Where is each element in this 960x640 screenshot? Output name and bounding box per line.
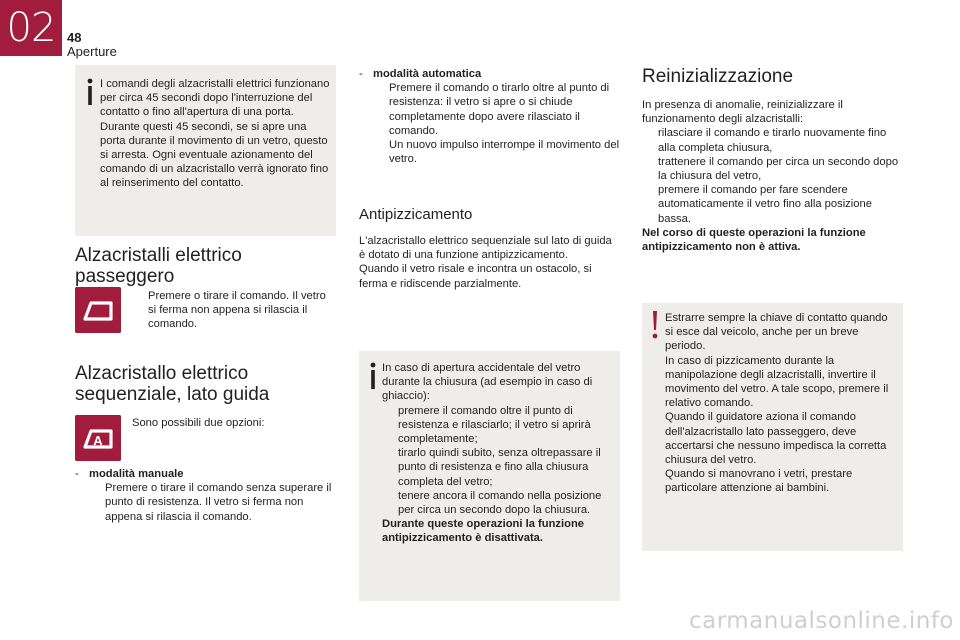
passenger-switch-icon [75, 287, 121, 333]
bullet-marker [373, 138, 389, 166]
reset-bold-note: Nel corso di queste operazioni la funzione antipizzicamento non è attiva. [642, 226, 866, 254]
manual-mode-text: Premere o tirare il comando senza superare il punto di resistenza. Il vetro si ferma non appena si rilascia il comando. [105, 482, 332, 523]
bullet-marker [642, 126, 658, 154]
section-title-antipinch: Antipizzicamento [359, 206, 473, 223]
bullet-text: Premere o tirare il comando. Il vetro si ferma non appena si rilascia il comando. [148, 290, 326, 331]
info-box-text: I comandi degli alzacristalli elettrici funzionano per circa 45 secondi dopo l'interruzione del contatto o fino all'apertura di una porta. Durante questi 45 secondi, se si apre una porta durante il movimento di un vetro, questo si arresta. Ogni eventuale azionamento del comando di un alzacristallo verrà ignorato fino al reinserimento del contatto. [100, 78, 330, 190]
options-intro: Sono possibili due opzioni: [132, 417, 265, 429]
antipinch-info-text [382, 361, 612, 546]
auto-mode [359, 67, 621, 166]
section-title-reset: Reinizializzazione [642, 66, 794, 87]
info-step: premere il comando oltre il punto di resistenza e rilasciarlo; il vetro si aprirà completamente; [398, 404, 591, 446]
antipinch-text: L'alzacristallo elettrico sequenziale sul lato di guida è dotato di una funzione antipizzicamento. [359, 235, 612, 262]
bullet-marker [642, 155, 658, 183]
antipinch-description [359, 234, 621, 291]
driver-switch-icon [75, 415, 121, 461]
bullet-marker [382, 404, 398, 447]
info-icon [84, 78, 96, 106]
auto-mode-text: Un nuovo impulso interrompe il movimento del vetro. [389, 139, 620, 166]
watermark: carmanualsonline.info [688, 608, 954, 634]
reset-step: trattenere il comando per circa un secondo dopo la chiusura del vetro, [658, 155, 899, 183]
dash-marker: - [359, 68, 363, 80]
title-line: Alzacristallo elettrico [75, 363, 249, 384]
title-line: sequenziale, lato guida [75, 384, 270, 405]
chapter-number: 02 [6, 5, 56, 51]
page-number: 48 [67, 30, 82, 45]
bullet-marker [373, 81, 389, 138]
section-title-passenger [75, 245, 345, 287]
title-line: passeggero [75, 266, 175, 287]
section-name: Aperture [67, 44, 117, 59]
warning-text [665, 311, 898, 496]
warning-paragraph: Quando il guidatore aziona il comando dell'alzacristallo lato passeggero, deve accertarsi che nessuno impedisca la corretta chiusura del vetro. [665, 411, 887, 467]
bullet-marker [642, 183, 658, 226]
info-icon [367, 362, 379, 390]
reset-step: rilasciare il comando e tirarlo nuovamente fino alla completa chiusura, [658, 127, 887, 154]
svg-text:A: A [93, 433, 103, 448]
manual-mode-label: modalità manuale [89, 468, 184, 480]
info-step: tirarlo quindi subito, senza oltrepassare il punto di resistenza e fino alla chiusura completa del vetro; [398, 447, 601, 488]
bullet-marker [382, 446, 398, 489]
warning-icon [650, 311, 660, 339]
warning-paragraph: Quando si manovrano i vetri, prestare particolare attenzione ai bambini. [665, 468, 853, 495]
bullet-marker [382, 489, 398, 517]
reset-intro: In presenza di anomalie, reinizializzare il funzionamento degli alzacristalli: [642, 99, 843, 126]
antipinch-text: Quando il vetro risale e incontra un ostacolo, si ferma e ridiscende parzialmente. [359, 263, 592, 290]
dash-marker: - [75, 468, 79, 480]
bullet-marker [132, 289, 148, 332]
info-bold-note: Durante queste operazioni la funzione antipizzicamento è disattivata. [382, 518, 585, 545]
chapter-tab [0, 0, 62, 56]
info-step: tenere ancora il comando nella posizione per circa un secondo dopo la chiusura. [398, 489, 602, 517]
warning-paragraph: Estrarre sempre la chiave di contatto quando si esce dal veicolo, anche per un breve periodo. [665, 312, 888, 353]
manual-mode [75, 467, 337, 524]
reset-step: premere il comando per fare scendere automaticamente il vetro fino alla posizione bassa. [658, 184, 872, 225]
title-line: Alzacristalli elettrico [75, 245, 242, 266]
reset-instructions [642, 98, 904, 254]
section-title-sequential [75, 363, 345, 405]
info-intro: In caso di apertura accidentale del vetro durante la chiusura (ad esempio in caso di ghiaccio): [382, 362, 593, 403]
auto-mode-text: Premere il comando o tirarlo oltre al punto di resistenza: il vetro si apre o si chiude completamente dopo avere rilasciato il comando. [389, 82, 610, 137]
bullet-marker [89, 481, 105, 524]
auto-mode-label: modalità automatica [373, 68, 482, 80]
warning-paragraph: In caso di pizzicamento durante la manipolazione degli alzacristalli, invertire il movimento del vetro. A tale scopo, premere il relativo comando. [665, 354, 889, 410]
passenger-instructions [132, 289, 330, 332]
